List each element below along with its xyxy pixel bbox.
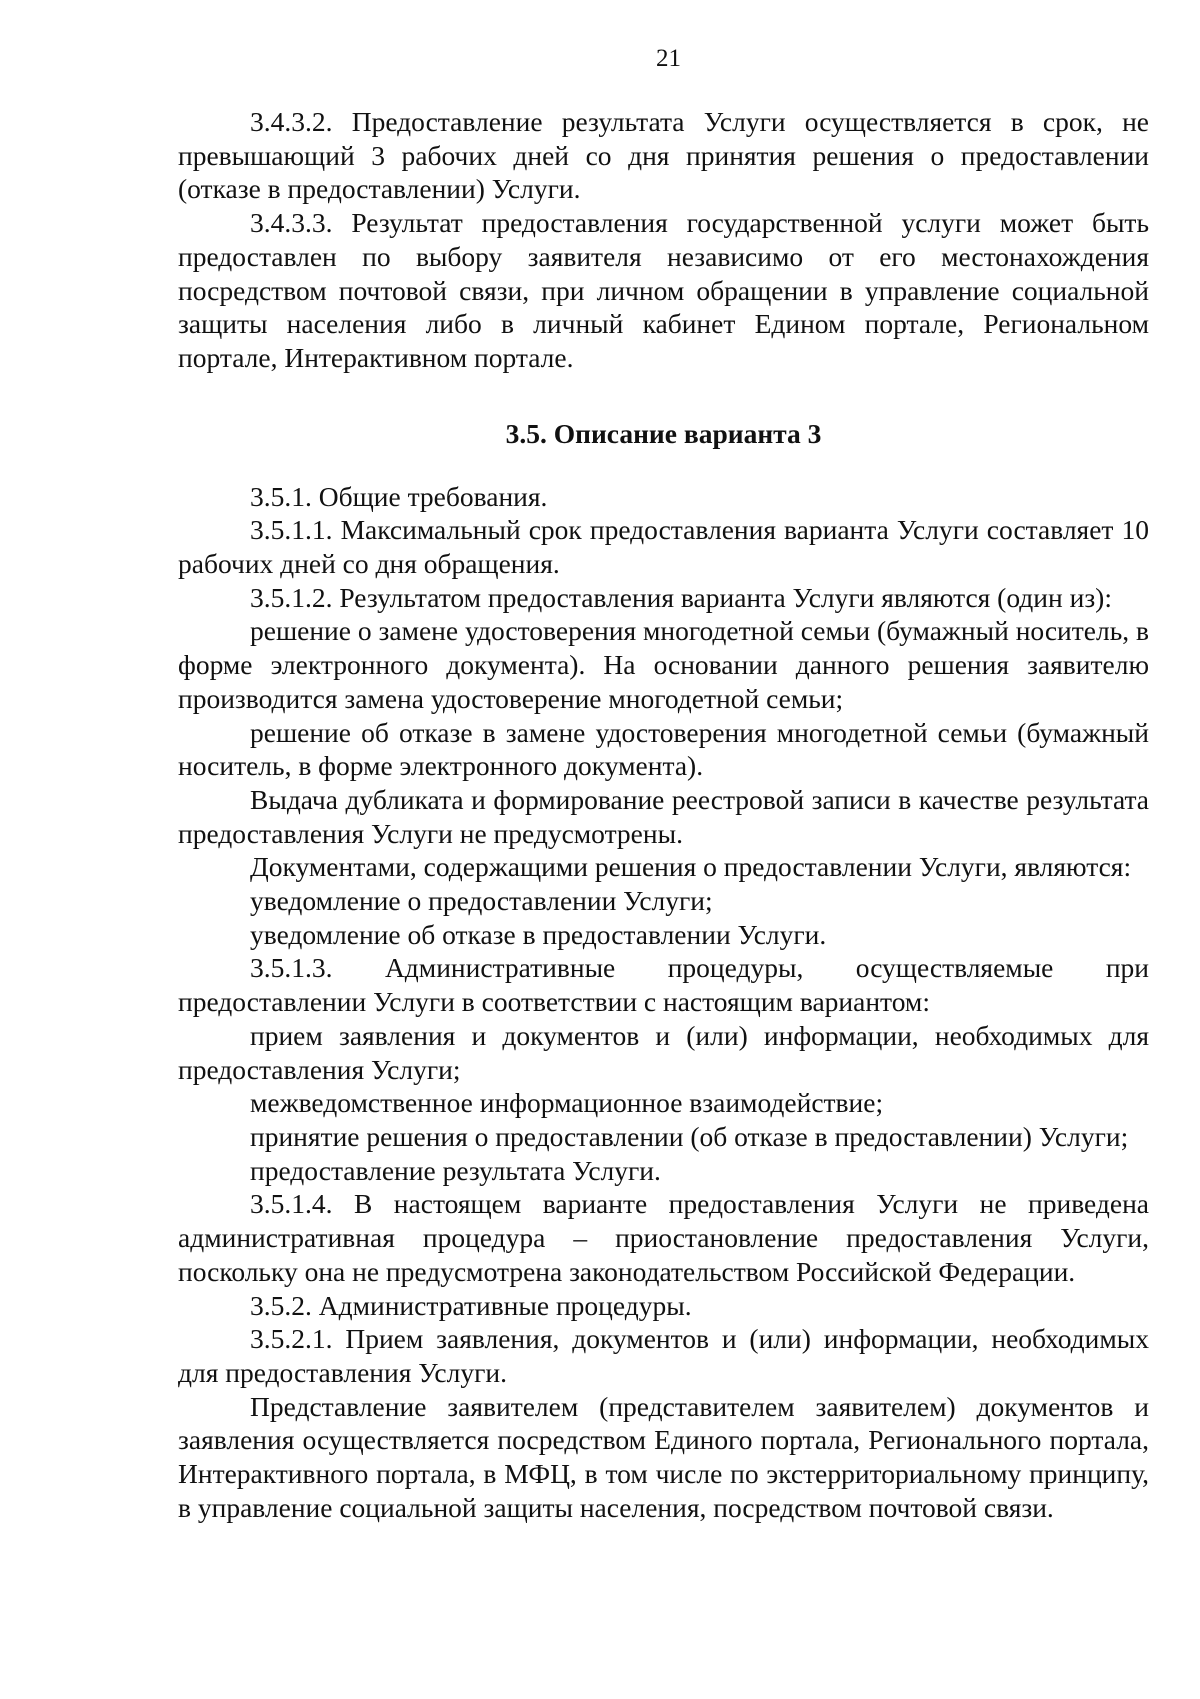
paragraph: 3.5.1. Общие требования. <box>250 480 548 512</box>
paragraph: уведомление о предоставлении Услуги; <box>250 885 713 917</box>
paragraph: Выдача дубликата и формирование реестровой записи в качестве результата предоставления Услуги не предусмотрены. <box>178 783 1149 849</box>
paragraph: Представление заявителем (представителем заявителем) документов и заявления осуществляется посредством Единого портала, Регионального портала, Интерактивного портала, в МФЦ, в том числе по экстерриториальному принципу, в управление социальной защиты населения, посредством почтовой связи. <box>178 1390 1149 1523</box>
paragraph: прием заявления и документов и (или) информации, необходимых для предоставления Услуги; <box>178 1019 1149 1085</box>
paragraph: решение о замене удостоверения многодетной семьи (бумажный носитель, в форме электронного документа). На основании данного решения заявителю производится замена удостоверение многодетной семьи; <box>178 615 1149 714</box>
paragraph: 3.5.1.1. Максимальный срок предоставления варианта Услуги составляет 10 рабочих дней со дня обращения. <box>178 514 1149 580</box>
paragraph: 3.5.2. Административные процедуры. <box>250 1289 692 1321</box>
paragraph: 3.5.1.4. В настоящем варианте предоставления Услуги не приведена административная процедура – приостановление предоставления Услуги, поскольку она не предусмотрена законодательством Российской Федерации. <box>178 1188 1149 1287</box>
paragraph: межведомственное информационное взаимодействие; <box>250 1087 884 1119</box>
paragraph: 3.5.1.2. Результатом предоставления варианта Услуги являются (один из): <box>250 581 1112 613</box>
section-heading: 3.5. Описание варианта 3 <box>505 417 822 449</box>
paragraph: 3.4.3.3. Результат предоставления государственной услуги может быть предоставлен по выбору заявителя независимо от его местонахождения посредством почтовой связи, при личном обращении в управление социальной защиты населения либо в личный кабинет Едином портале, Региональном портале, Интерактивном портале. <box>178 207 1149 373</box>
paragraph: решение об отказе в замене удостоверения многодетной семьи (бумажный носитель, в форме электронного документа). <box>178 716 1149 782</box>
document-page <box>178 44 1149 1524</box>
paragraph: 3.5.2.1. Прием заявления, документов и (или) информации, необходимых для предоставления Услуги. <box>178 1323 1149 1388</box>
page-number: 21 <box>656 45 681 72</box>
paragraph: предоставление результата Услуги. <box>250 1154 661 1186</box>
paragraph: принятие решения о предоставлении (об отказе в предоставлении) Услуги; <box>250 1120 1129 1152</box>
paragraph: Документами, содержащими решения о предоставлении Услуги, являются: <box>250 851 1132 883</box>
paragraph: уведомление об отказе в предоставлении Услуги. <box>250 918 827 950</box>
paragraph: 3.5.1.3. Административные процедуры, осуществляемые при предоставлении Услуги в соответствии с настоящим вариантом: <box>178 952 1149 1018</box>
paragraph: 3.4.3.2. Предоставление результата Услуги осуществляется в срок, не превышающий 3 рабочих дней со дня принятия решения о предоставлении (отказе в предоставлении) Услуги. <box>178 106 1149 205</box>
